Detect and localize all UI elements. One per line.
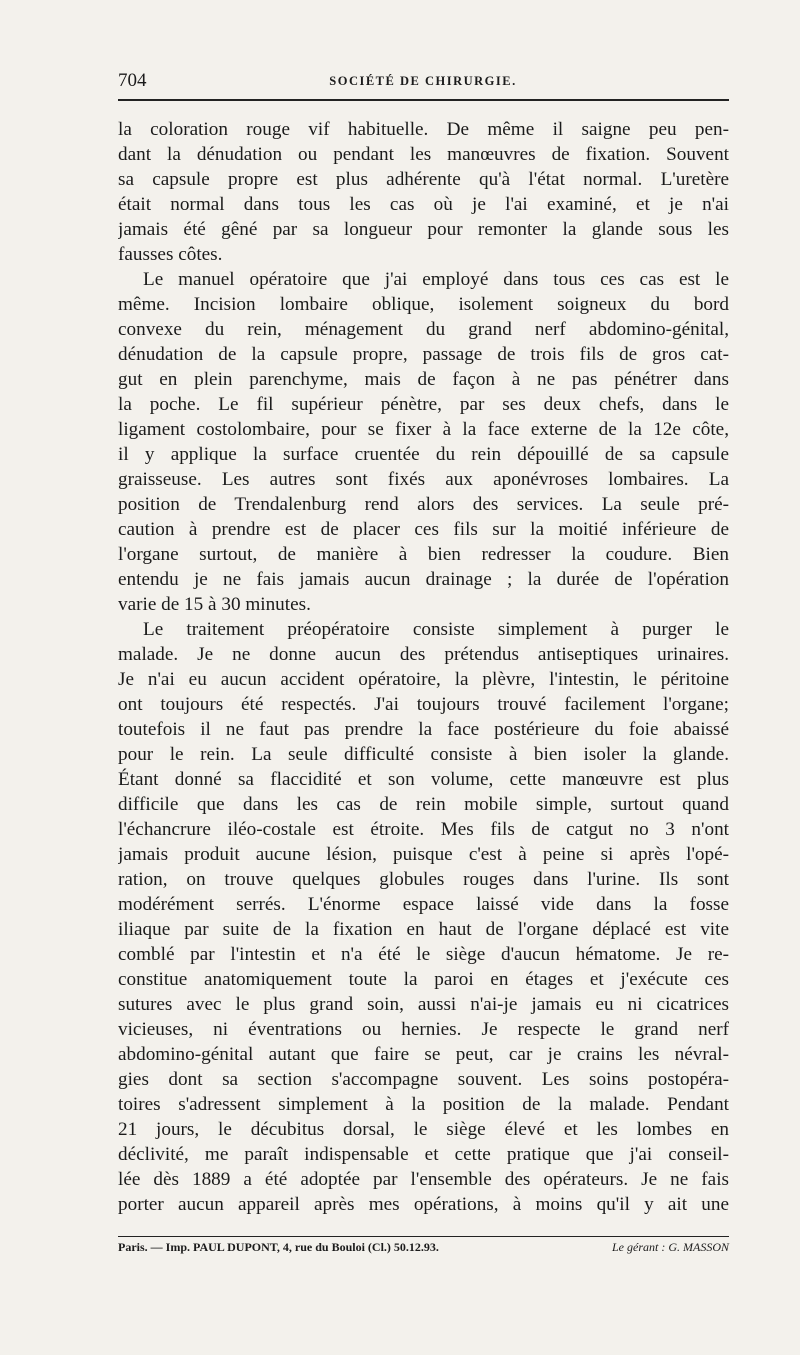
text-line: était normal dans tous les cas où je l'ai examiné, et je n'ai [118, 194, 729, 215]
text-line: Le traitement préopératoire consiste simplement à purger le [143, 619, 729, 640]
text-line: la poche. Le fil supérieur pénètre, par ses deux chefs, dans le [118, 394, 729, 415]
text-line: déclivité, me paraît indispensable et cette pratique que j'ai conseil- [118, 1144, 729, 1165]
text-line: iliaque par suite de la fixation en haut de l'organe déplacé est vite [118, 919, 729, 940]
text-line: ration, on trouve quelques globules rouges dans l'urine. Ils sont [118, 869, 729, 890]
text-line: sutures avec le plus grand soin, aussi n'ai-je jamais eu ni cicatrices [118, 994, 729, 1015]
text-line: difficile que dans les cas de rein mobile simple, surtout quand [118, 794, 729, 815]
text-line: ligament costolombaire, pour se fixer à la face externe de la 12e côte, [118, 419, 729, 440]
running-title: SOCIÉTÉ DE CHIRURGIE. [329, 74, 517, 88]
text-line: ont toujours été respectés. J'ai toujours trouvé facilement l'organe; [118, 694, 729, 715]
text-line: même. Incision lombaire oblique, isolement soigneux du bord [118, 294, 729, 315]
text-line: 21 jours, le décubitus dorsal, le siège élevé et les lombes en [118, 1119, 729, 1140]
manager-credit: Le gérant : G. MASSON [612, 1240, 729, 1254]
text-line: porter aucun appareil après mes opérations, à moins qu'il y ait une [118, 1194, 729, 1215]
text-line: toires s'adressent simplement à la position de la malade. Pendant [118, 1094, 729, 1115]
text-line: sa capsule propre est plus adhérente qu'à l'état normal. L'uretère [118, 169, 729, 190]
text-line: l'organe surtout, de manière à bien redresser la coudure. Bien [118, 544, 729, 565]
text-line: jamais produit aucune lésion, puisque c'est à peine si après l'opé- [118, 844, 729, 865]
text-line: l'échancrure iléo-costale est étroite. Mes fils de catgut no 3 n'ont [118, 819, 729, 840]
body-text [118, 117, 729, 1217]
text-line: varie de 15 à 30 minutes. [118, 594, 311, 615]
printer-imprint: Paris. — Imp. PAUL DUPONT, 4, rue du Bouloi (Cl.) 50.12.93. [118, 1240, 439, 1254]
text-line: gut en plein parenchyme, mais de façon à ne pas pénétrer dans [118, 369, 729, 390]
text-line: Je n'ai eu aucun accident opératoire, la plèvre, l'intestin, le péritoine [118, 669, 729, 690]
text-line: malade. Je ne donne aucun des prétendus antiseptiques urinaires. [118, 644, 729, 665]
page-footer [118, 1240, 729, 1255]
text-line: abdomino-génital autant que faire se peut, car je crains les névral- [118, 1044, 729, 1065]
text-line: pour le rein. La seule difficulté consiste à bien isoler la glande. [118, 744, 729, 765]
text-line: entendu je ne fais jamais aucun drainage ; la durée de l'opération [118, 569, 729, 590]
text-line: gies dont sa section s'accompagne souvent. Les soins postopéra- [118, 1069, 729, 1090]
text-line: comblé par l'intestin et n'a été le siège d'aucun hématome. Je re- [118, 944, 729, 965]
text-line: vicieuses, ni éventrations ou hernies. Je respecte le grand nerf [118, 1019, 729, 1040]
text-line: caution à prendre est de placer ces fils sur la moitié inférieure de [118, 519, 729, 540]
text-line: constitue anatomiquement toute la paroi en étages et j'exécute ces [118, 969, 729, 990]
text-line: lée dès 1889 a été adoptée par l'ensemble des opérateurs. Je ne fais [118, 1169, 729, 1190]
header-rule [118, 99, 729, 101]
text-line: dant la dénudation ou pendant les manœuvres de fixation. Souvent [118, 144, 729, 165]
text-line: jamais été gêné par sa longueur pour remonter la glande sous les [118, 219, 729, 240]
page-header [118, 70, 728, 96]
text-line: la coloration rouge vif habituelle. De même il saigne peu pen- [118, 119, 729, 140]
text-line: dénudation de la capsule propre, passage de trois fils de gros cat- [118, 344, 729, 365]
text-line: toutefois il ne faut pas prendre la face postérieure du foie abaissé [118, 719, 729, 740]
text-line: graisseuse. Les autres sont fixés aux aponévroses lombaires. La [118, 469, 729, 490]
text-line: il y applique la surface cruentée du rein dépouillé de sa capsule [118, 444, 729, 465]
text-line: convexe du rein, ménagement du grand nerf abdomino-génital, [118, 319, 729, 340]
page-number: 704 [118, 70, 147, 91]
text-line: fausses côtes. [118, 244, 223, 265]
text-line: position de Trendalenburg rend alors des services. La seule pré- [118, 494, 729, 515]
text-line: Le manuel opératoire que j'ai employé dans tous ces cas est le [143, 269, 729, 290]
footer-rule [118, 1236, 729, 1237]
text-line: modérément serrés. L'énorme espace laissé vide dans la fosse [118, 894, 729, 915]
text-line: Étant donné sa flaccidité et son volume, cette manœuvre est plus [118, 769, 729, 790]
